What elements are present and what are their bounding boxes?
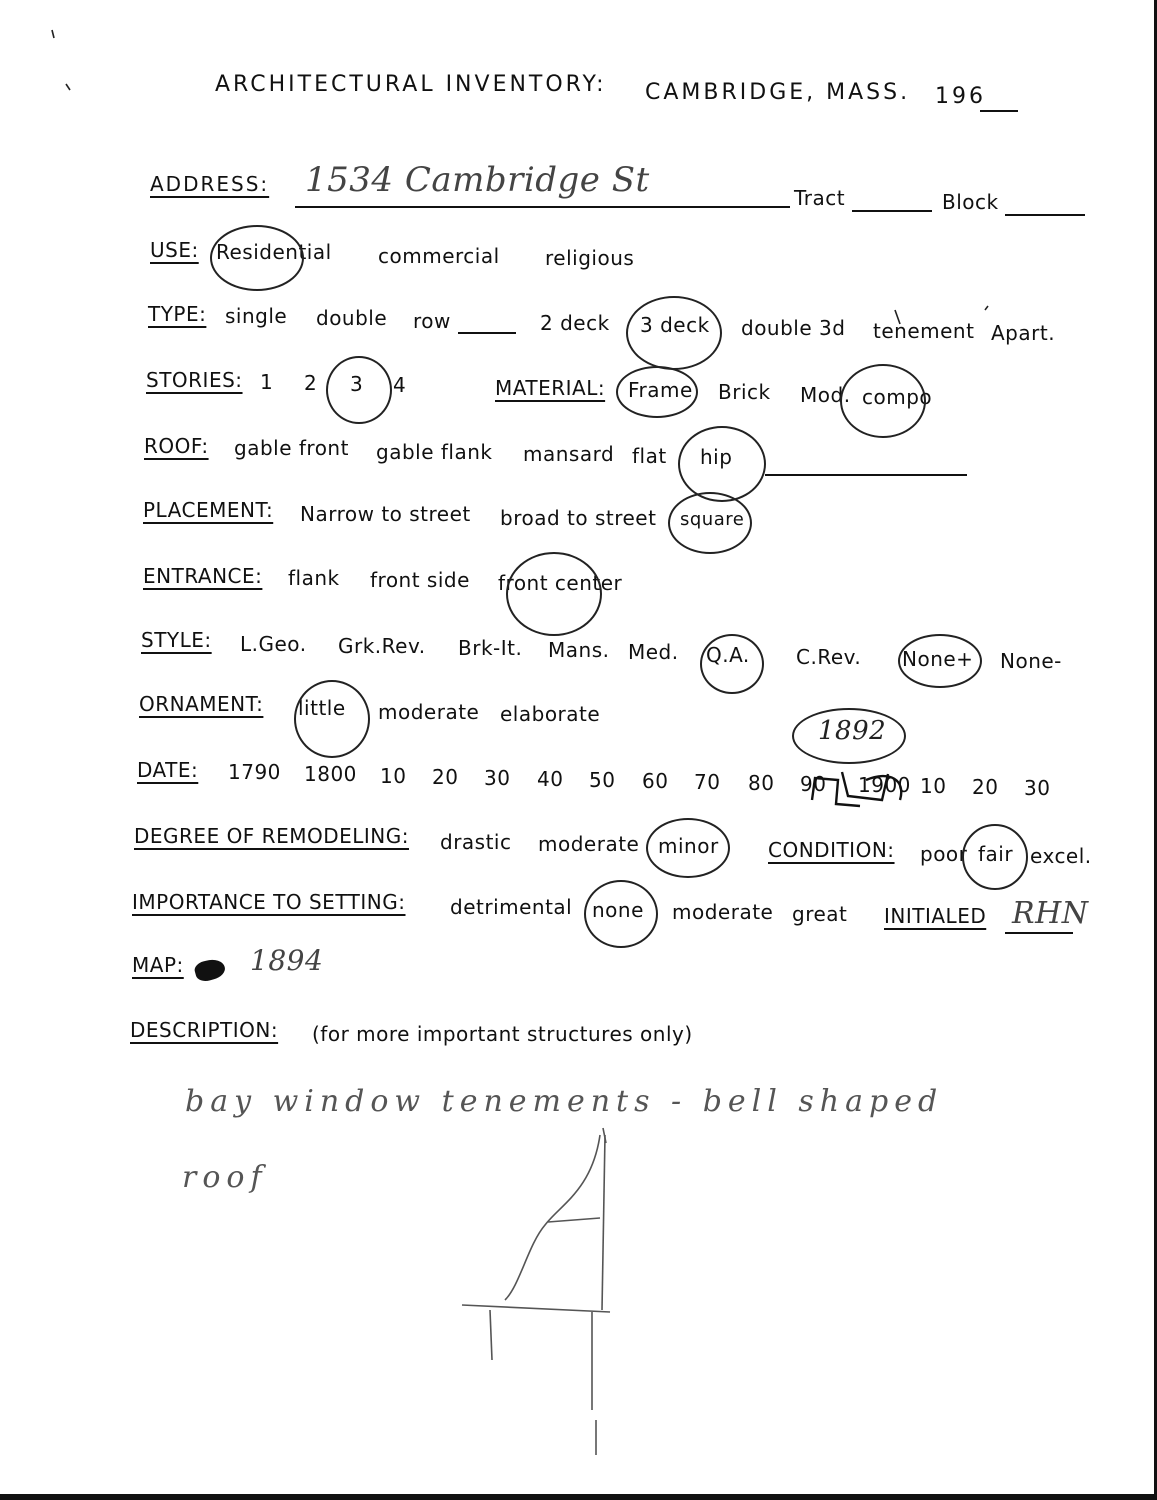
condition-option-poor: poor bbox=[920, 842, 968, 866]
type-option-double: double bbox=[316, 306, 388, 330]
stories-option-2: 2 bbox=[304, 371, 318, 395]
form-title: ARCHITECTURAL INVENTORY: bbox=[215, 72, 607, 97]
type-option-3-deck: 3 deck bbox=[640, 313, 710, 337]
ornament-option-moderate: moderate bbox=[378, 700, 480, 724]
date-option-10: 10 bbox=[380, 764, 407, 788]
date-option-60: 60 bbox=[642, 769, 669, 793]
date-option-40: 40 bbox=[537, 767, 564, 791]
placement-option-narrow: Narrow to street bbox=[300, 502, 471, 526]
type-option-double-3d: double 3d bbox=[741, 316, 846, 340]
importance-option-detrimental: detrimental bbox=[450, 895, 573, 919]
remodeling-label: DEGREE OF REMODELING: bbox=[134, 824, 409, 848]
form-location: CAMBRIDGE, MASS. bbox=[645, 80, 911, 105]
style-option-brkit: Brk-It. bbox=[458, 636, 523, 660]
importance-option-moderate: moderate bbox=[672, 900, 774, 924]
initialed-value: RHN bbox=[1012, 896, 1089, 931]
use-option-commercial: commercial bbox=[378, 244, 500, 268]
remodeling-option-minor: minor bbox=[658, 834, 719, 858]
date-option-1790: 1790 bbox=[228, 760, 281, 784]
importance-label: IMPORTANCE TO SETTING: bbox=[132, 890, 406, 914]
material-option-mod: Mod. bbox=[800, 383, 851, 407]
type-option-tenement: tenement bbox=[873, 319, 975, 343]
ornament-label: ORNAMENT: bbox=[139, 692, 264, 716]
block-label: Block bbox=[942, 190, 999, 214]
use-option-residential: Residential bbox=[216, 240, 332, 264]
date-option-30: 30 bbox=[484, 766, 511, 790]
date-option-1800: 1800 bbox=[304, 762, 357, 786]
entrance-option-front-side: front side bbox=[370, 568, 470, 592]
description-label: DESCRIPTION: bbox=[130, 1018, 279, 1042]
description-note: (for more important structures only) bbox=[312, 1022, 693, 1046]
description-handwritten-line2: roof bbox=[182, 1160, 268, 1195]
type-label: TYPE: bbox=[148, 302, 207, 326]
form-year-prefix: 196 bbox=[935, 84, 986, 109]
tract-label: Tract bbox=[794, 186, 846, 210]
bell-roof-sketch bbox=[462, 1128, 610, 1455]
ornament-option-elaborate: elaborate bbox=[500, 702, 601, 726]
condition-option-excel: excel. bbox=[1030, 844, 1092, 868]
style-label: STYLE: bbox=[141, 628, 212, 652]
condition-label: CONDITION: bbox=[768, 838, 895, 862]
type-option-apart: Apart. bbox=[991, 321, 1056, 345]
remodeling-option-drastic: drastic bbox=[440, 830, 512, 854]
placement-option-broad: broad to street bbox=[500, 506, 657, 530]
map-label: MAP: bbox=[132, 953, 184, 977]
roof-label: ROOF: bbox=[144, 434, 209, 458]
roof-option-hip: hip bbox=[700, 445, 733, 469]
style-option-lgeo: L.Geo. bbox=[240, 632, 307, 656]
description-handwritten-line1: bay window tenements - bell shaped bbox=[185, 1084, 944, 1119]
style-option-none-plus: None+ bbox=[902, 647, 974, 671]
date-option-20b: 20 bbox=[972, 775, 999, 799]
map-value: 1894 bbox=[250, 944, 324, 977]
material-option-brick: Brick bbox=[718, 380, 771, 404]
style-option-mans: Mans. bbox=[548, 638, 610, 662]
importance-option-great: great bbox=[792, 902, 848, 926]
type-option-single: single bbox=[225, 304, 288, 328]
roof-option-gable-front: gable front bbox=[234, 436, 349, 460]
use-option-religious: religious bbox=[545, 246, 635, 270]
entrance-label: ENTRANCE: bbox=[143, 564, 263, 588]
style-option-grkrev: Grk.Rev. bbox=[338, 634, 426, 658]
style-option-none-minus: None- bbox=[1000, 649, 1062, 673]
roof-option-gable-flank: gable flank bbox=[376, 440, 493, 464]
roof-option-flat: flat bbox=[632, 444, 667, 468]
initialed-label: INITIALED bbox=[884, 904, 987, 928]
ornament-option-little: little bbox=[298, 696, 346, 720]
stories-option-1: 1 bbox=[260, 370, 274, 394]
placement-option-square: square bbox=[680, 509, 745, 530]
entrance-option-front-center: front center bbox=[498, 571, 623, 595]
type-option-row: row bbox=[413, 309, 451, 333]
placement-label: PLACEMENT: bbox=[143, 498, 274, 522]
entrance-option-flank: flank bbox=[288, 566, 340, 590]
style-option-med: Med. bbox=[628, 640, 679, 664]
style-option-crev: C.Rev. bbox=[796, 645, 862, 669]
material-option-frame: Frame bbox=[628, 378, 693, 402]
address-value: 1534 Cambridge St bbox=[305, 160, 650, 200]
material-label: MATERIAL: bbox=[495, 376, 606, 400]
remodeling-option-moderate: moderate bbox=[538, 832, 640, 856]
condition-option-fair: fair bbox=[978, 842, 1014, 866]
date-option-80: 80 bbox=[748, 771, 775, 795]
stories-label: STORIES: bbox=[146, 368, 243, 392]
importance-option-none: none bbox=[592, 898, 644, 922]
date-option-10b: 10 bbox=[920, 774, 947, 798]
date-option-50: 50 bbox=[589, 768, 616, 792]
date-option-70: 70 bbox=[694, 770, 721, 794]
address-label: ADDRESS: bbox=[150, 172, 270, 196]
stray-pen-marks bbox=[52, 30, 988, 324]
roof-option-mansard: mansard bbox=[523, 442, 615, 466]
material-option-compo: compo bbox=[862, 385, 933, 409]
stories-option-4: 4 bbox=[393, 373, 407, 397]
style-option-qa: Q.A. bbox=[706, 643, 750, 667]
date-option-20: 20 bbox=[432, 765, 459, 789]
stories-option-3: 3 bbox=[350, 372, 364, 396]
date-label: DATE: bbox=[137, 758, 199, 782]
type-option-2-deck: 2 deck bbox=[540, 311, 610, 335]
date-option-30b: 30 bbox=[1024, 776, 1051, 800]
date-option-90: 90 bbox=[800, 772, 827, 796]
date-option-1900: 1900 bbox=[858, 773, 911, 797]
date-written-value: 1892 bbox=[818, 716, 887, 746]
use-label: USE: bbox=[150, 238, 199, 262]
date-scribble-mark bbox=[812, 772, 901, 806]
